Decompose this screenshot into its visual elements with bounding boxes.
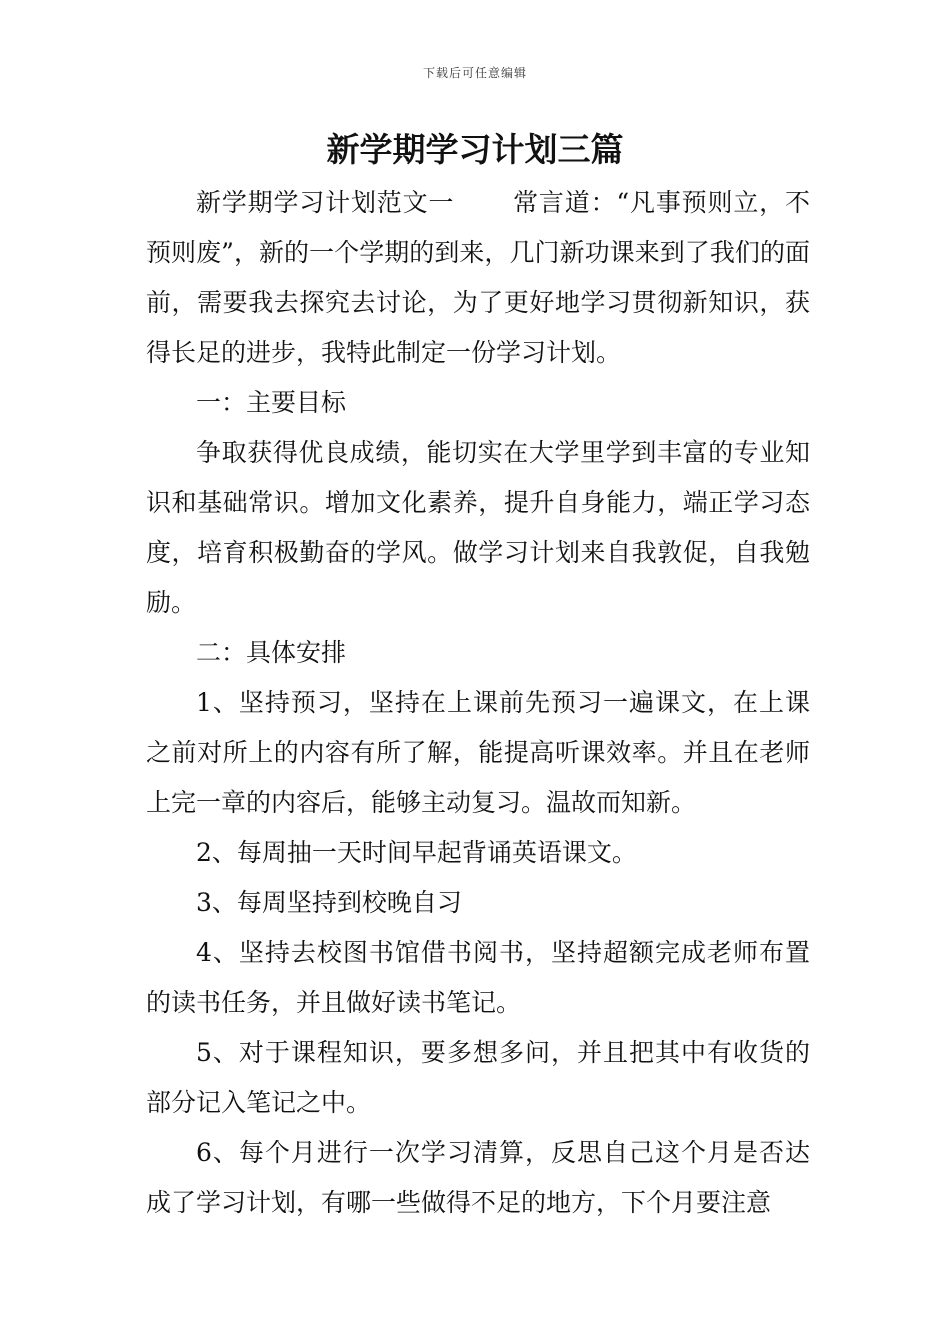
document-body bbox=[146, 178, 810, 1228]
list-item: 3、每周坚持到校晚自习 bbox=[196, 888, 462, 917]
header-note: 下载后可任意编辑 bbox=[422, 66, 527, 80]
section-heading-arrangement: 二：具体安排 bbox=[196, 638, 347, 667]
list-item: 5、对于课程知识，要多想多问，并且把其中有收货的部分记入笔记之中。 bbox=[146, 1038, 810, 1117]
document-title: 新学期学习计划三篇 bbox=[326, 130, 624, 169]
list-item: 6、每个月进行一次学习清算，反思自己这个月是否达成了学习计划，有哪一些做得不足的地方，下个月要注意 bbox=[146, 1138, 810, 1217]
intro-text: 常言道：“凡事预则立，不预则废”，新的一个学期的到来，几门新功课来到了我们的面前，需要我去探究去讨论，为了更好地学习贯彻新知识，获得长足的进步，我特此制定一份学习计划。 bbox=[146, 188, 810, 367]
list-item: 1、坚持预习，坚持在上课前先预习一遍课文，在上课之前对所上的内容有所了解，能提高听课效率。并且在老师上完一章的内容后，能够主动复习。温故而知新。 bbox=[146, 688, 810, 817]
intro-lead: 新学期学习计划范文一 bbox=[196, 188, 455, 217]
list-item: 4、坚持去校图书馆借书阅书，坚持超额完成老师布置的读书任务，并且做好读书笔记。 bbox=[146, 938, 810, 1017]
list-item: 2、每周抽一天时间早起背诵英语课文。 bbox=[196, 838, 637, 867]
intro-paragraph bbox=[146, 178, 810, 378]
section-body-goals: 争取获得优良成绩，能切实在大学里学到丰富的专业知识和基础常识。增加文化素养，提升自身能力，端正学习态度，培育积极勤奋的学风。做学习计划来自我敦促，自我勉励。 bbox=[146, 438, 810, 617]
section-heading-goals: 一：主要目标 bbox=[196, 388, 347, 417]
